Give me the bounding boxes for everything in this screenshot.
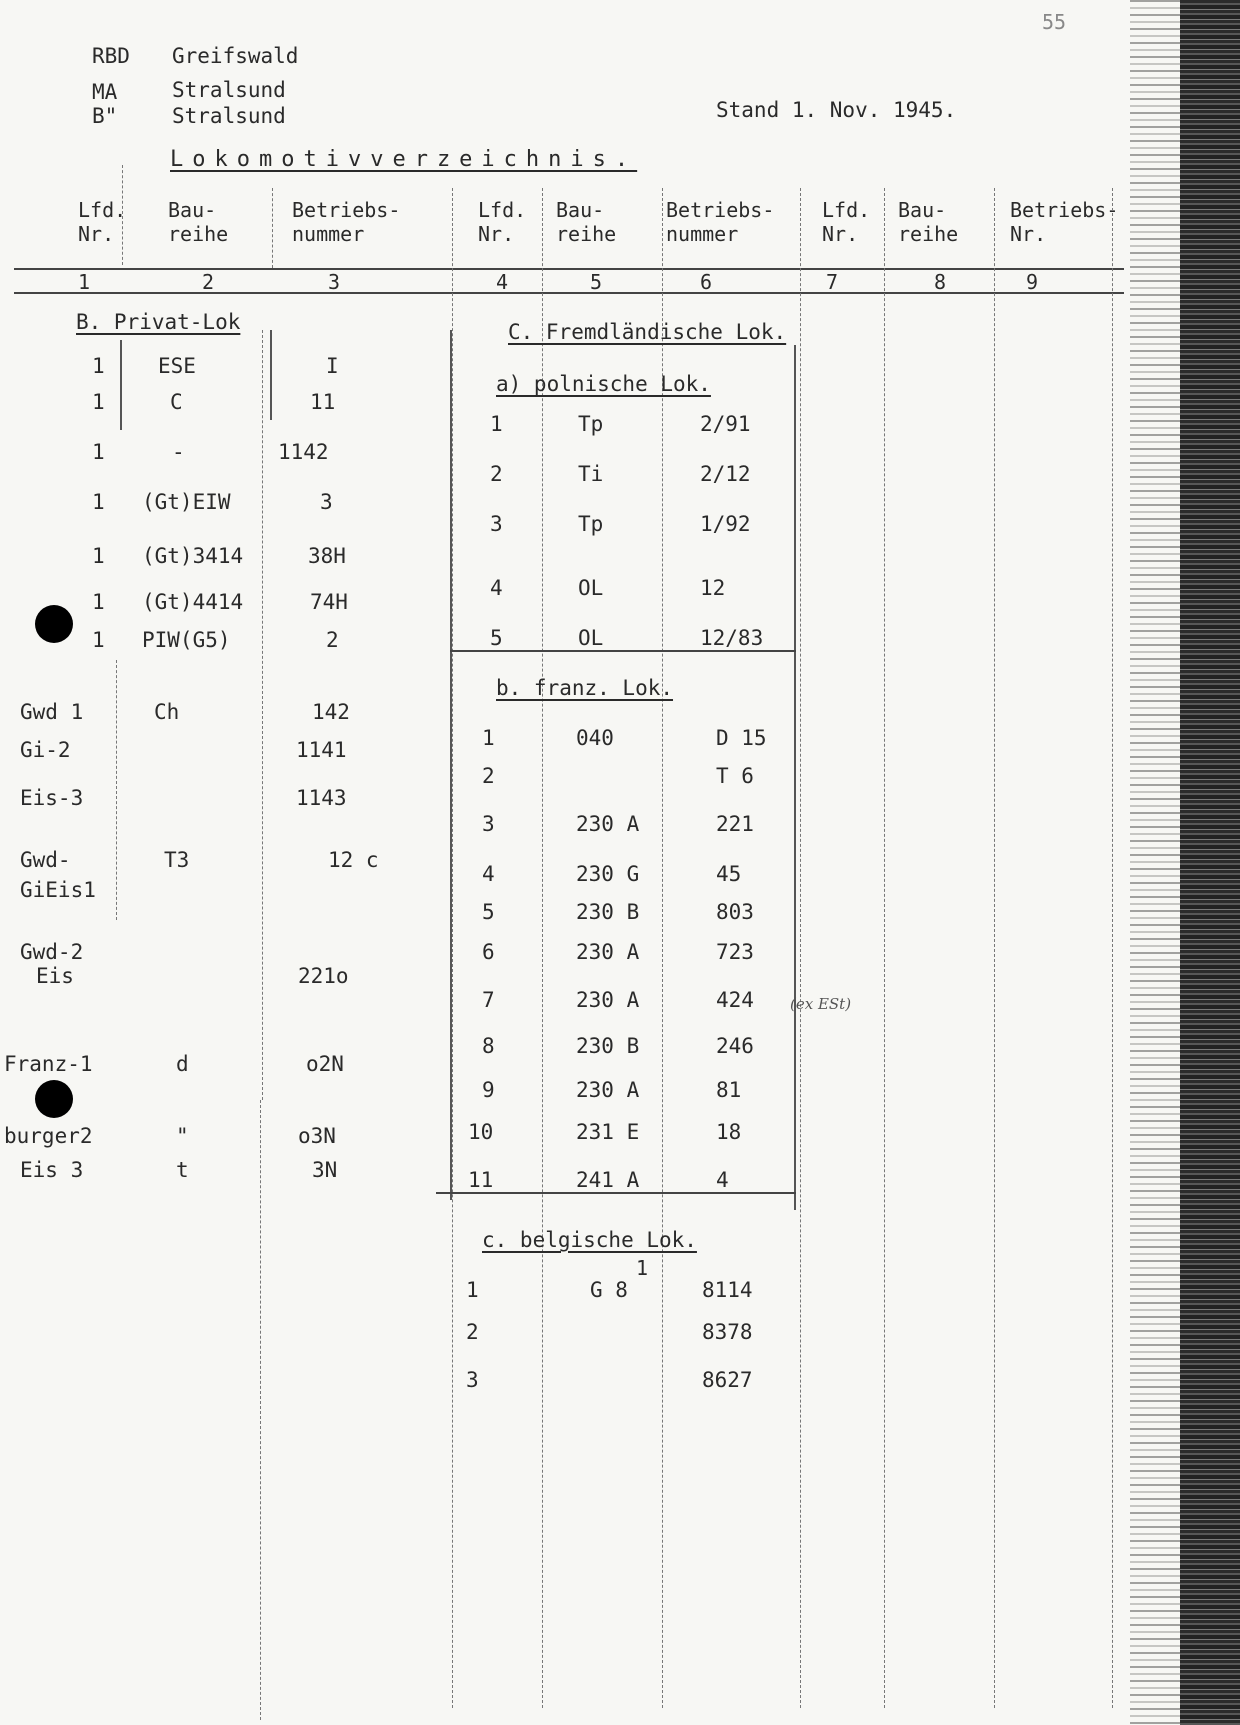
rbd-value: Greifswald <box>172 44 299 68</box>
private-box-left <box>120 340 122 430</box>
column-header-2-sub: reihe <box>168 222 229 246</box>
private-row-nr: Eis-3 <box>20 786 84 810</box>
private-row-baureihe: " <box>176 1124 189 1148</box>
private-row-betrieb: 38H <box>308 544 346 568</box>
private-row-nr: 1 <box>92 490 105 514</box>
private-row-nr: 1 <box>92 628 105 652</box>
private-row-betrieb: 221o <box>298 964 349 988</box>
french-row-betrieb: T 6 <box>716 764 754 788</box>
column-number-8: 8 <box>934 270 947 294</box>
column-header-3-sub: nummer <box>292 222 365 246</box>
french-row-nr: 6 <box>482 940 495 964</box>
french-row-baureihe: 040 <box>576 726 614 750</box>
polish-row-baureihe: Tp <box>578 412 604 436</box>
column-header-1: Lfd. <box>78 198 127 222</box>
col-divider <box>884 188 885 1708</box>
polish-row-betrieb: 2/12 <box>700 462 751 486</box>
column-header-7: Lfd. <box>822 198 871 222</box>
column-header-4: Lfd. <box>478 198 527 222</box>
column-number-2: 2 <box>202 270 215 294</box>
column-header-1-sub: Nr. <box>78 222 115 246</box>
column-header-5-sub: reihe <box>556 222 617 246</box>
french-row-betrieb: 45 <box>716 862 742 886</box>
foreign-box-left <box>450 330 452 1200</box>
belgian-row-nr: 2 <box>466 1320 479 1344</box>
polish-row-nr: 4 <box>490 576 503 600</box>
column-header-3: Betriebs- <box>292 198 401 222</box>
french-row-baureihe: 230 B <box>576 1034 640 1058</box>
col-divider <box>116 660 117 920</box>
private-row-betrieb: o2N <box>306 1052 344 1076</box>
col-divider <box>542 188 543 1708</box>
french-row-baureihe: 230 A <box>576 940 640 964</box>
col-divider <box>994 188 995 1708</box>
b-label: B" <box>92 104 118 128</box>
french-row-betrieb: 723 <box>716 940 754 964</box>
corner-mark: 55 <box>1042 10 1067 34</box>
polish-row-baureihe: Tp <box>578 512 604 536</box>
private-row-nr: 1 <box>92 354 105 378</box>
private-row-nr: 1 <box>92 390 105 414</box>
private-row-baureihe: Ch <box>154 700 180 724</box>
private-row-baureihe: ESE <box>158 354 196 378</box>
punch-hole-bottom <box>35 1080 73 1118</box>
french-row-nr: 2 <box>482 764 495 788</box>
belgian-row-betrieb: 8627 <box>702 1368 753 1392</box>
column-header-9-sub: Nr. <box>1010 222 1047 246</box>
french-row-betrieb: 4 <box>716 1168 729 1192</box>
french-row-betrieb: 246 <box>716 1034 754 1058</box>
polish-row-nr: 5 <box>490 626 503 650</box>
private-row-nr: Eis <box>36 964 74 988</box>
column-number-1: 1 <box>78 270 91 294</box>
polish-heading: a) polnische Lok. <box>496 372 711 396</box>
polish-row-nr: 2 <box>490 462 503 486</box>
private-row-nr: Gwd- <box>20 848 71 872</box>
column-header-2: Bau- <box>168 198 217 222</box>
private-row-nr: 1 <box>92 440 105 464</box>
private-row-betrieb: 142 <box>312 700 350 724</box>
column-header-5: Bau- <box>556 198 605 222</box>
scan-edge-shadow <box>1130 0 1180 1725</box>
foreign-box-right <box>794 345 796 1210</box>
col-divider <box>122 165 123 265</box>
polish-row-betrieb: 12/83 <box>700 626 764 650</box>
french-heading: b. franz. Lok. <box>496 676 674 700</box>
private-row-betrieb: I <box>326 354 339 378</box>
french-note: (ex ESt) <box>790 995 852 1013</box>
private-row-betrieb: 11 <box>310 390 336 414</box>
private-row-baureihe: d <box>176 1052 189 1076</box>
french-row-nr: 1 <box>482 726 495 750</box>
french-row-nr: 5 <box>482 900 495 924</box>
column-header-4-sub: Nr. <box>478 222 515 246</box>
french-row-nr: 4 <box>482 862 495 886</box>
private-row-betrieb: 1142 <box>278 440 329 464</box>
private-row-nr: Franz-1 <box>4 1052 93 1076</box>
column-header-7-sub: Nr. <box>822 222 859 246</box>
col-divider <box>262 330 263 1100</box>
header-rule-1 <box>14 268 1124 270</box>
column-number-9: 9 <box>1026 270 1039 294</box>
private-row-baureihe: T3 <box>164 848 190 872</box>
polish-end-rule <box>450 650 796 652</box>
polish-row-nr: 1 <box>490 412 503 436</box>
column-header-9: Betriebs- <box>1010 198 1119 222</box>
french-row-betrieb: 424 <box>716 988 754 1012</box>
private-row-betrieb: 3N <box>312 1158 338 1182</box>
column-header-6: Betriebs- <box>666 198 775 222</box>
polish-row-nr: 3 <box>490 512 503 536</box>
french-row-baureihe: 241 A <box>576 1168 640 1192</box>
belgian-row-baureihe: G 8 <box>590 1278 628 1302</box>
document-date: Stand 1. Nov. 1945. <box>716 98 957 122</box>
private-row-baureihe: t <box>176 1158 189 1182</box>
private-row-nr: GiEis1 <box>20 878 96 902</box>
french-row-baureihe: 231 E <box>576 1120 640 1144</box>
french-row-betrieb: 81 <box>716 1078 742 1102</box>
private-row-nr: Eis 3 <box>20 1158 84 1182</box>
col-divider <box>800 188 801 1708</box>
french-row-baureihe: 230 A <box>576 988 640 1012</box>
column-header-6-sub: nummer <box>666 222 739 246</box>
private-row-nr: 1 <box>92 544 105 568</box>
private-row-baureihe: PIW(G5) <box>142 628 231 652</box>
private-row-betrieb: 3 <box>320 490 333 514</box>
private-row-baureihe: (Gt)4414 <box>142 590 244 614</box>
section-foreign-heading: C. Fremdländische Lok. <box>508 320 787 344</box>
belgian-row-nr: 1 <box>466 1278 479 1302</box>
private-row-nr: Gwd-2 <box>20 940 84 964</box>
belgian-row-betrieb: 8114 <box>702 1278 753 1302</box>
ma-value: Stralsund <box>172 78 286 102</box>
column-number-6: 6 <box>700 270 713 294</box>
french-row-betrieb: 803 <box>716 900 754 924</box>
polish-row-betrieb: 2/91 <box>700 412 751 436</box>
private-row-betrieb: 1141 <box>296 738 347 762</box>
belgian-superscript: 1 <box>636 1256 649 1280</box>
column-header-8-sub: reihe <box>898 222 959 246</box>
french-row-nr: 3 <box>482 812 495 836</box>
document-title: Lokomotivverzeichnis. <box>170 147 638 172</box>
french-row-betrieb: D 15 <box>716 726 767 750</box>
punch-hole-top <box>35 605 73 643</box>
belgian-row-betrieb: 8378 <box>702 1320 753 1344</box>
french-row-betrieb: 221 <box>716 812 754 836</box>
french-row-nr: 7 <box>482 988 495 1012</box>
column-number-5: 5 <box>590 270 603 294</box>
french-row-baureihe: 230 B <box>576 900 640 924</box>
private-row-betrieb: 12 c <box>328 848 379 872</box>
ma-label: MA <box>92 80 118 104</box>
polish-row-baureihe: OL <box>578 626 604 650</box>
private-row-betrieb: 1143 <box>296 786 347 810</box>
col-divider <box>1112 188 1113 1708</box>
col-divider <box>260 1100 261 1720</box>
private-row-betrieb: o3N <box>298 1124 336 1148</box>
column-header-8: Bau- <box>898 198 947 222</box>
private-row-baureihe: (Gt)EIW <box>142 490 231 514</box>
scan-edge <box>1180 0 1240 1725</box>
belgian-heading: c. belgische Lok. <box>482 1228 697 1252</box>
private-row-nr: Gwd 1 <box>20 700 84 724</box>
private-row-betrieb: 74H <box>310 590 348 614</box>
b-value: Stralsund <box>172 104 286 128</box>
column-number-4: 4 <box>496 270 509 294</box>
private-row-betrieb: 2 <box>326 628 339 652</box>
french-row-nr: 9 <box>482 1078 495 1102</box>
column-number-3: 3 <box>328 270 341 294</box>
french-row-nr: 8 <box>482 1034 495 1058</box>
col-divider <box>662 188 663 1708</box>
rbd-label: RBD <box>92 44 130 68</box>
header-rule-2 <box>14 292 1124 294</box>
col-divider <box>452 188 453 1708</box>
polish-row-baureihe: OL <box>578 576 604 600</box>
private-row-baureihe: - <box>172 440 185 464</box>
private-row-nr: 1 <box>92 590 105 614</box>
private-row-baureihe: (Gt)3414 <box>142 544 244 568</box>
french-row-baureihe: 230 A <box>576 1078 640 1102</box>
polish-row-betrieb: 1/92 <box>700 512 751 536</box>
french-end-rule <box>436 1192 796 1194</box>
belgian-row-nr: 3 <box>466 1368 479 1392</box>
french-row-nr: 10 <box>468 1120 494 1144</box>
private-row-nr: Gi-2 <box>20 738 71 762</box>
french-row-baureihe: 230 A <box>576 812 640 836</box>
section-private-heading: B. Privat-Lok <box>76 310 241 334</box>
private-row-nr: burger2 <box>4 1124 93 1148</box>
polish-row-betrieb: 12 <box>700 576 726 600</box>
private-row-baureihe: C <box>170 390 183 414</box>
french-row-betrieb: 18 <box>716 1120 742 1144</box>
col-divider <box>272 188 273 268</box>
column-number-7: 7 <box>826 270 839 294</box>
french-row-baureihe: 230 G <box>576 862 640 886</box>
private-box-right <box>270 330 272 420</box>
french-row-nr: 11 <box>468 1168 494 1192</box>
polish-row-baureihe: Ti <box>578 462 604 486</box>
